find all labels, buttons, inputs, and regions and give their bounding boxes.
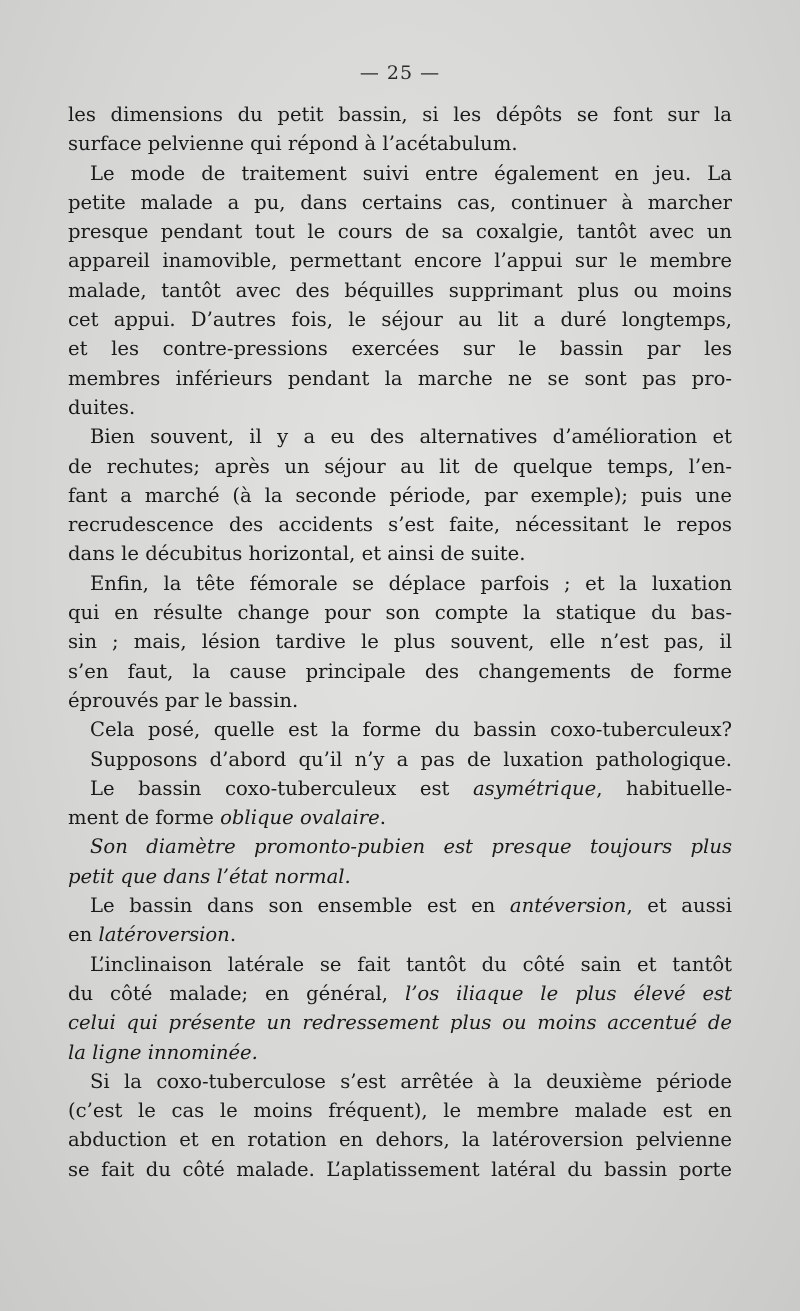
text-line: L’inclinaison latérale se fait tantôt du côté sain et tantôt — [90, 952, 732, 976]
text-line: Le mode de traitement suivi entre également en jeu. La — [90, 161, 732, 185]
text-run: Le bassin coxo-tuberculeux est — [90, 776, 473, 800]
text-line — [68, 832, 732, 861]
text-line: membres inférieurs pendant la marche ne se sont pas pro- — [68, 366, 732, 390]
text-line: cet appui. D’autres fois, le séjour au lit a duré longtemps, — [68, 308, 732, 332]
page-number: — 25 — — [359, 62, 441, 84]
text-line — [68, 1038, 732, 1067]
text-run: du côté malade; en général, — [68, 981, 405, 1005]
text-line — [68, 891, 732, 920]
text-line: Supposons d’abord qu’il n’y a pas de luxation pathologique. — [90, 747, 732, 771]
text-line: (c’est le cas le moins fréquent), le membre malade est en — [68, 1099, 732, 1123]
text-line: abduction et en rotation en dehors, la latéroversion pelvienne — [68, 1128, 732, 1152]
text-line: dans le décubitus horizontal, et ainsi de suite. — [68, 542, 526, 566]
text-line: Si la coxo-tuberculose s’est arrêtée à la deuxième période — [90, 1069, 732, 1093]
text-line — [68, 862, 732, 891]
text-run: , et aussi — [626, 894, 732, 918]
italic-text: celui qui présente un redressement plus ou moins accentué de — [68, 1011, 732, 1035]
text-line: éprouvés par le bassin. — [68, 688, 299, 712]
text-line: et les contre-pressions exercées sur le bassin par les — [68, 337, 732, 361]
text-line — [68, 1008, 732, 1037]
text-line: surface pelvienne qui répond à l’acétabulum. — [68, 132, 518, 156]
text-run: Le bassin dans son ensemble est en — [90, 894, 510, 918]
italic-text: Son diamètre promonto-pubien est presque toujours plus — [90, 835, 732, 859]
text-line: Cela posé, quelle est la forme du bassin coxo-tuberculeux? — [90, 718, 732, 742]
text-line: sin ; mais, lésion tardive le plus souvent, elle n’est pas, il — [68, 630, 732, 654]
text-line: Bien souvent, il y a eu des alternatives d’amélioration et — [90, 425, 732, 449]
text-line — [68, 979, 732, 1008]
text-line: de rechutes; après un séjour au lit de quelque temps, l’en- — [68, 454, 732, 478]
body-text — [68, 100, 732, 1184]
italic-text: l’os iliaque le plus élevé est — [404, 981, 732, 1005]
text-run: ment de forme — [68, 806, 221, 830]
text-line: fant a marché (à la seconde période, par exemple); puis une — [68, 483, 732, 507]
text-run: , habituelle- — [596, 776, 732, 800]
text-run: . — [229, 923, 237, 947]
italic-text: latéroversion — [98, 923, 230, 947]
italic-text: antéversion — [509, 894, 627, 918]
italic-text: petit que dans l’état normal. — [68, 864, 351, 888]
text-line — [68, 774, 732, 803]
text-line — [68, 920, 732, 949]
text-line: qui en résulte change pour son compte la statique du bas- — [68, 601, 732, 625]
text-line: s’en faut, la cause principale des changements de forme — [68, 659, 732, 683]
italic-text: asymétrique — [473, 776, 597, 800]
text-line: presque pendant tout le cours de sa coxalgie, tantôt avec un — [68, 220, 732, 244]
text-line: duites. — [68, 395, 136, 419]
text-line: malade, tantôt avec des béquilles supprimant plus ou moins — [68, 278, 732, 302]
text-run: . — [379, 806, 386, 830]
text-run: en — [68, 923, 99, 947]
text-line: Enfin, la tête fémorale se déplace parfois ; et la luxation — [90, 571, 732, 595]
text-line: petite malade a pu, dans certains cas, continuer à marcher — [68, 190, 732, 214]
text-line: recrudescence des accidents s’est faite, nécessitant le repos — [68, 513, 732, 537]
text-line: se fait du côté malade. L’aplatissement latéral du bassin porte — [68, 1157, 732, 1181]
text-line: les dimensions du petit bassin, si les dépôts se font sur la — [68, 103, 732, 126]
text-line: appareil inamovible, permettant encore l’appui sur le membre — [68, 249, 732, 273]
italic-text: oblique ovalaire — [220, 806, 380, 830]
italic-text: la ligne innominée. — [68, 1040, 258, 1064]
text-line — [68, 803, 732, 832]
